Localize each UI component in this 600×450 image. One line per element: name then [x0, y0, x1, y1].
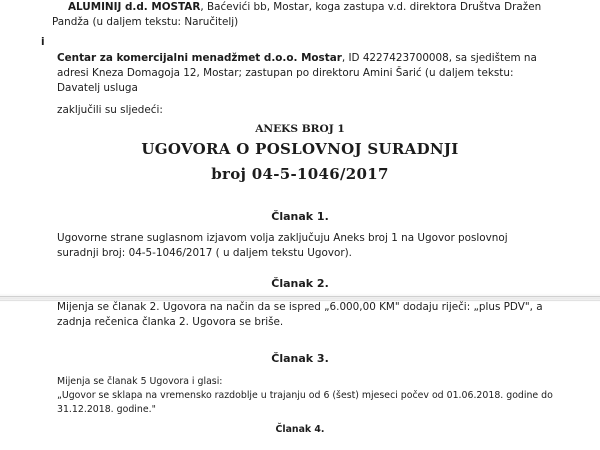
party-client-line1: [68, 0, 541, 15]
article-3-heading: Članak 3.: [271, 352, 329, 365]
party-provider-line3: Davatelj usluga: [57, 82, 138, 94]
party-client-line2: Pandža (u daljem tekstu: Naručitelj): [52, 16, 239, 28]
annex-number: ANEKS BROJ 1: [255, 123, 345, 135]
article-1-heading: Članak 1.: [271, 210, 329, 223]
article-2-line-2: zadnja rečenica članka 2. Ugovora se briše.: [57, 316, 284, 328]
concluded-line: zaključili su sljedeći:: [57, 104, 163, 116]
provider-name: Centar za komercijalni menadžmet d.o.o. Mostar: [57, 52, 342, 64]
provider-details: , ID 4227423700008, sa sjedištem na: [341, 52, 537, 64]
article-3-line-2: „Ugovor se sklapa na vremensko razdoblje u trajanju od 6 (šest) mjeseci počev od 01.06.2018. godine do: [57, 390, 553, 401]
party-provider-line2: adresi Kneza Domagoja 12, Mostar; zastupan po direktoru Amini Šarić (u daljem tekstu:: [57, 67, 514, 79]
article-2-line-1: Mijenja se članak 2. Ugovora na način da se ispred „6.000,00 KM" dodaju riječi: „plus PDV", a: [57, 301, 543, 313]
article-1-line-1: Ugovorne strane suglasnom izjavom volja zaključuju Aneks broj 1 na Ugovor poslovnoj: [57, 232, 508, 244]
conjunction: i: [41, 36, 45, 48]
page-fold-line: [0, 296, 600, 297]
article-3-line-1: Mijenja se članak 5 Ugovora i glasi:: [57, 376, 223, 387]
article-1-line-2: suradnji broj: 04-5-1046/2017 ( u daljem tekstu Ugovor).: [57, 247, 352, 259]
contract-number: broj 04-5-1046/2017: [211, 165, 389, 183]
article-4-heading: Članak 4.: [275, 424, 325, 435]
client-details: , Baćevići bb, Mostar, koga zastupa v.d. direktora Društva Dražen: [200, 1, 542, 13]
article-3-line-3: 31.12.2018. godine.": [57, 404, 156, 415]
client-name: ALUMINIJ d.d. MOSTAR: [68, 1, 201, 13]
contract-title: UGOVORA O POSLOVNOJ SURADNJI: [141, 140, 459, 158]
party-provider-line1: [57, 51, 537, 66]
article-2-heading: Članak 2.: [271, 277, 329, 290]
